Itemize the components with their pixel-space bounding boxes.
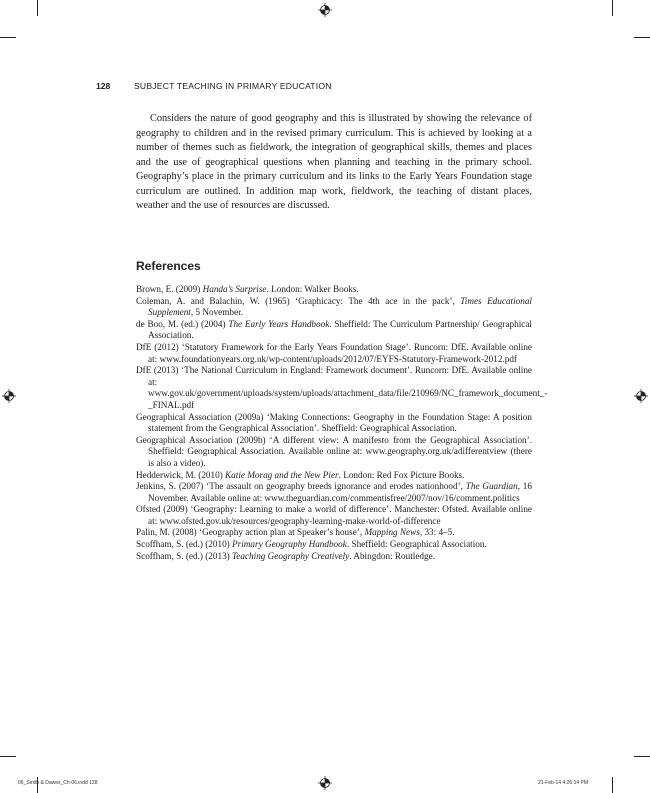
reference-text: Hedderwick, M. (2010) [136,469,226,480]
reference-text: DfE (2012) ‘Statutory Framework for the Early Years Foundation Stage’. Runcorn: DfE. Available online at: www.foundationyears.org.uk/wp-content/uploads/2012/07/EYFS-Statutory-Framework-2012.pdf [136,341,532,364]
registration-mark-icon [634,389,648,403]
reference-title: Times Educational Supplement [148,295,532,318]
slug-file-name: 06_Smith & Dawes_Ch-06.indd 128 [18,780,98,786]
reference-text: Geographical Association (2009b) ‘A different view: A manifesto from the Geographical Association’. Sheffield: Geographical Association. Available online at: www.geography.org.uk/adifferentview (there is also a video). [136,434,532,468]
reference-item [136,435,532,470]
references-heading: References [136,259,201,273]
reference-title: The Early Years Handbook [228,318,330,329]
reference-item [136,284,532,296]
registration-mark-icon [318,3,332,17]
reference-title: The Guardian [465,481,518,492]
reference-title: Teaching Geography Creatively [232,550,350,561]
reference-title: Handa’s Surprise [202,284,267,294]
reference-text: Ofsted (2009) ‘Geography: Learning to make a world of difference’. Manchester: Ofsted. Available online at: www.ofsted.gov.uk/resources/geography-learning-make-world-of-difference [136,504,532,526]
reference-item [136,296,532,319]
body-paragraph: Considers the nature of good geography and this is illustrated by showing the relevance of geography to children and in the revised primary curriculum. This is achieved by looking at a number of themes such as fieldwork, the integration of geographical skills, themes and places and the use of geographical questions when planning and teaching in the primary school. Geography’s place in the primary curriculum and its links to the Early Years Foundation stage curriculum are outlined. In addition map work, fieldwork, the teaching of distant places, weather and the use of resources are discussed. [136,113,532,211]
reference-text: Scoffham, S. (ed.) (2013) [136,550,233,561]
slug-timestamp: 21-Feb-14 4:26:14 PM [538,780,589,786]
reference-text: . Sheffield: Geographical Association. [346,539,487,550]
reference-text: Brown, E. (2009) [136,284,203,294]
reference-text: Geographical Association (2009a) ‘Making Connections: Geography in the Foundation Stage: A position statement from the Geographical Association’. Sheffield: Geographical Association. [136,411,532,434]
reference-text: . London: Walker Books. [266,284,359,294]
running-header [96,81,536,91]
crop-mark [0,37,16,38]
reference-text: . Abingdon: Routledge. [349,550,435,561]
reference-item [136,539,532,551]
reference-item [136,481,532,504]
reference-item [136,504,532,527]
reference-item [136,527,532,539]
crop-mark [634,756,650,757]
reference-item [136,319,532,342]
registration-mark-icon [318,776,332,790]
crop-mark [37,0,38,16]
reference-text: Scoffham, S. (ed.) (2010) [136,539,233,550]
reference-item [136,412,532,435]
reference-item [136,342,532,365]
reference-title: Mapping News [364,527,420,538]
reference-title: Katie Morag and the New Pier [225,469,339,480]
page-number: 128 [96,81,111,91]
reference-text: , 5 November. [190,307,243,318]
references-list [136,284,548,562]
reference-text: DfE (2013) ‘The National Curriculum in England: Framework document’. Runcorn: DfE. Available online at: www.gov.uk/government/uploads/system/uploads/attachment_data/file/210969/NC_framework_document_-_FINAL.pdf [136,365,548,410]
crop-mark [634,37,650,38]
reference-text: . Sheffield: The Curriculum Partnership/ Geographical Association. [148,318,532,341]
reference-text: de Boo, M. (ed.) (2004) [136,318,229,329]
crop-mark [612,0,613,16]
crop-mark [612,777,613,793]
reference-text: , 16 November. Available online at: www.theguardian.com/commentisfree/2007/nov/16/comment.politics [148,481,532,503]
reference-text: Coleman, A. and Balachin, W. (1965) ‘Graphicacy: The 4th ace in the pack’, [136,295,461,306]
crop-mark [0,756,16,757]
reference-title: Primary Geography Handbook [232,539,347,550]
registration-mark-icon [2,389,16,403]
reference-item [136,470,532,482]
reference-item [136,365,548,411]
reference-item [136,551,532,563]
reference-text: Jenkins, S. (2007) ‘The assault on geography breeds ignorance and erodes nationhood’, [136,481,466,492]
reference-text: . London: Red Fox Picture Books. [338,469,465,480]
reference-text: Palin, M. (2008) ‘Geography action plan at Speaker’s house’, [136,527,365,538]
running-title: SUBJECT TEACHING IN PRIMARY EDUCATION [134,81,332,91]
reference-text: , 33: 4–5. [419,527,455,538]
